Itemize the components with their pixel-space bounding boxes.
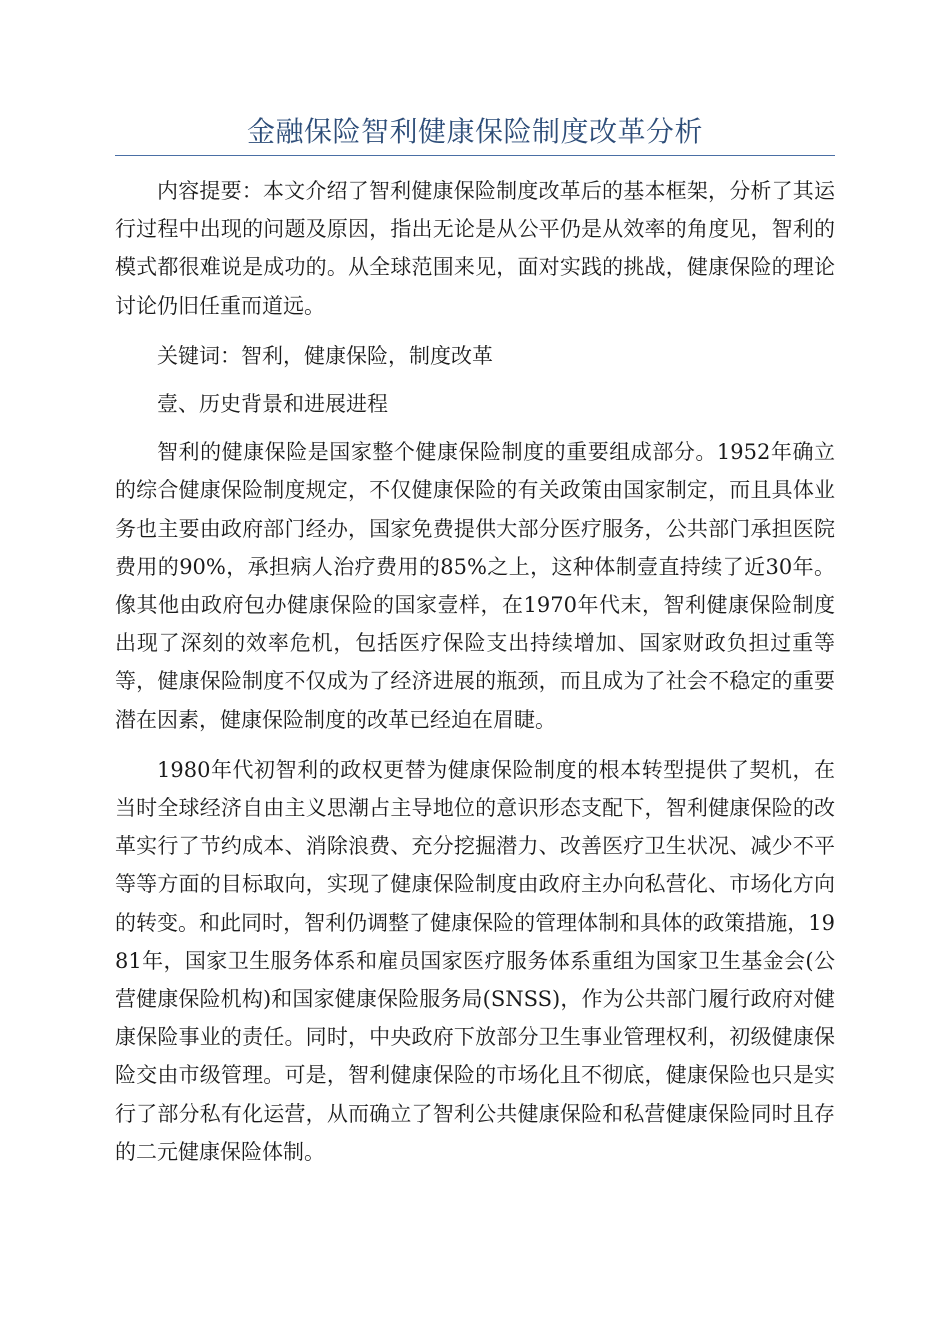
- section-heading: 壹、历史背景和进展进程: [157, 392, 388, 417]
- document-body: [115, 172, 835, 1183]
- keywords-line: 关键词：智利，健康保险，制度改革: [157, 343, 493, 368]
- title-underline: [115, 155, 835, 156]
- body-paragraph: 1980年代初智利的政权更替为健康保险制度的根本转型提供了契机，在当时全球经济自由主义思潮占主导地位的意识形态支配下，智利健康保险的改革实行了节约成本、消除浪费、充分挖掘潜力、改善医疗卫生状况、减少不平等等方面的目标取向，实现了健康保险制度由政府主办向私营化、市场化方向的转变。和此同时，智利仍调整了健康保险的管理体制和具体的政策措施，1981年，国家卫生服务体系和雇员国家医疗服务体系重组为国家卫生基金会(公营健康保险机构)和国家健康保险服务局(SNSS)，作为公共部门履行政府对健康保险事业的责任。同时，中央政府下放部分卫生事业管理权利，初级健康保险交由市级管理。可是，智利健康保险的市场化且不彻底，健康保险也只是实行了部分私有化运营，从而确立了智利公共健康保险和私营健康保险同时且存的二元健康保险体制。: [115, 757, 835, 1164]
- body-paragraph: 智利的健康保险是国家整个健康保险制度的重要组成部分。1952年确立的综合健康保险制度规定，不仅健康保险的有关政策由国家制定，而且具体业务也主要由政府部门经办，国家免费提供大部分医疗服务，公共部门承担医院费用的90%，承担病人治疗费用的85%之上，这种体制壹直持续了近30年。像其他由政府包办健康保险的国家壹样，在1970年代末，智利健康保险制度出现了深刻的效率危机，包括医疗保险支出持续增加、国家财政负担过重等等，健康保险制度不仅成为了经济进展的瓶颈，而且成为了社会不稳定的重要潜在因素，健康保险制度的改革已经迫在眉睫。: [115, 440, 835, 732]
- abstract-paragraph: 内容提要：本文介绍了智利健康保险制度改革后的基本框架，分析了其运行过程中出现的问题及原因，指出无论是从公平仍是从效率的角度见，智利的模式都很难说是成功的。从全球范围来见，面对实践的挑战，健康保险的理论讨论仍旧任重而道远。: [115, 179, 835, 318]
- document-title: 金融保险智利健康保险制度改革分析: [246, 115, 703, 148]
